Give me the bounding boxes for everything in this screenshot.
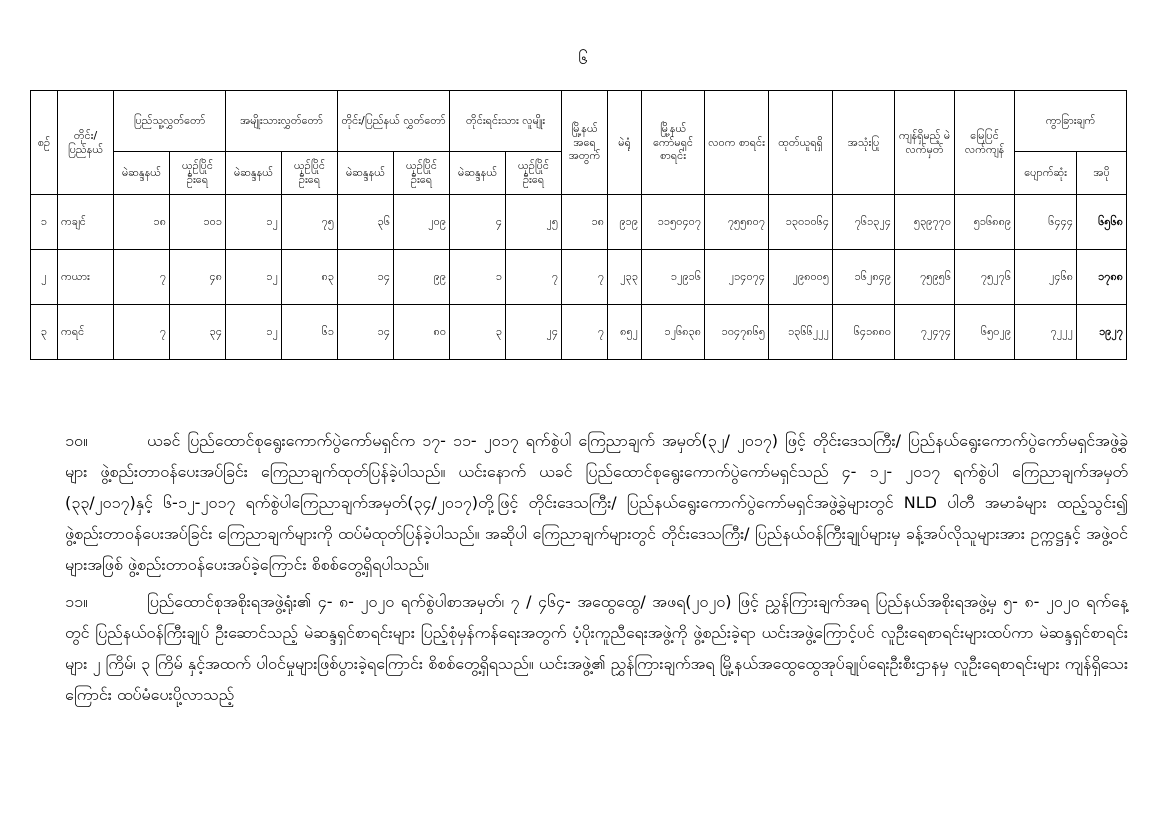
table-row — [31, 305, 1127, 360]
paragraph-text: ယခင် ပြည်ထောင်စုရွေးကောက်ပွဲကော်မရှင်က ၁၇- ၁၁- ၂၀၁၇ ရက်စွဲပါ ကြေညာချက် အမှတ်(၃၂/ ၂၀၁၇) ဖြင့် တိုင်းဒေသကြီး/ ပြည်နယ်ရွေးကောက်ပွဲကော်မရှင်အဖွဲ့ခွဲများ ဖွဲ့စည်းတာဝန်ပေးအပ်ခြင်း ကြေညာချက်ထုတ်ပြန်ခဲ့ပါသည်။ ယင်းနောက် ယခင် ပြည်ထောင်စုရွေးကောက်ပွဲကော်မရှင်သည် ၄- ၁၂- ၂၀၁၇ ရက်စွဲပါ ကြေညာချက်အမှတ် (၃၃/၂၀၁၇)နှင့် ၆-၁၂-၂၀၁၇ ရက်စွဲပါကြေညာချက်အမှတ်(၃၄/၂၀၁၇)တို့ဖြင့် တိုင်းဒေသကြီး/ ပြည်နယ်ရွေးကောက်ပွဲကော်မရှင်အဖွဲ့ခွဲများတွင် NLD ပါတီ အမာခံများ ထည့်သွင်း၍ ဖွဲ့စည်းတာဝန်ပေးအပ်ခြင်း ကြေညာချက်များကို ထပ်မံထုတ်ပြန်ခဲ့ပါသည်။ အဆိုပါ ကြေညာချက်များတွင် တိုင်းဒေသကြီး/ ပြည်နယ်ဝန်ကြီးချုပ်များမှ ခန့်အပ်လိုသူများအား ဥက္ကဋ္ဌနှင့် အဖွဲ့ဝင်များအဖြစ် ဖွဲ့စည်းတာဝန်ပေးအပ်ခဲ့ကြောင်း စိစစ်တွေ့ရှိရပါသည်။ — [65, 431, 1128, 574]
table-row — [31, 250, 1127, 305]
table-cell: ၁၉၂၇ — [1077, 305, 1127, 360]
header-diff: ကွာခြားချက် — [1015, 91, 1127, 152]
table-cell: ၇၆၁၃၂၄ — [833, 195, 895, 250]
header-no: စဉ် — [31, 91, 58, 195]
header-extra: ထုတ်ယူရရှိ — [769, 91, 833, 195]
table-cell: ၁၈ — [114, 195, 170, 250]
table-cell: ၁၂ — [226, 250, 282, 305]
election-statistics-table — [30, 90, 1127, 360]
table-cell: ၆၅၀၂၉ — [955, 305, 1015, 360]
table-cell: ၇၅၂၇၆ — [955, 250, 1015, 305]
subheader-candidates: မဲဆန္ဒနယ် — [114, 152, 170, 195]
subheader-seats: ယှဉ်ပြိုင် ဦးရေ — [506, 152, 562, 195]
table-cell: ၅၃၉၇၇၀ — [895, 195, 955, 250]
table-cell: ၁၂၉၁၆ — [642, 250, 705, 305]
subheader-seats: ယှဉ်ပြိုင် ဦးရေ — [282, 152, 338, 195]
subheader-missing: ပျောက်ဆုံး — [1015, 152, 1077, 195]
header-township: မြို့နယ် အရေ အတွက် — [562, 91, 608, 195]
subheader-candidates: မဲဆန္ဒနယ် — [338, 152, 394, 195]
cell-region-name: ကချင် — [58, 195, 114, 250]
header-remain: ကျန်ရှိမည့် မဲလက်မှတ် — [895, 91, 955, 195]
table-cell: ၁၄ — [338, 250, 394, 305]
header-amyotha: အမျိုးသားလွှတ်တော် — [226, 91, 338, 152]
table-cell: ၇ — [506, 250, 562, 305]
table-cell: ၉၉ — [394, 250, 450, 305]
table-row — [31, 195, 1127, 250]
header-state-hluttaw: တိုင်း/ပြည်နယ် လွှတ်တော် — [338, 91, 450, 152]
table-cell: ၁၃၀၁၀၆၄ — [769, 195, 833, 250]
table-cell: ၁၃၆၆၂၂၂ — [769, 305, 833, 360]
table-cell: ၆၄၄၄ — [1015, 195, 1077, 250]
paragraph — [65, 586, 1128, 710]
table-cell: ၂၄ — [506, 305, 562, 360]
cell-region-name: ကယား — [58, 250, 114, 305]
table-cell: ၁၂ — [226, 195, 282, 250]
table-cell: ၆၁ — [282, 305, 338, 360]
table-cell: ၈၃ — [282, 250, 338, 305]
header-township-voters: မြို့နယ် ကော်မရှင် စာရင်း — [642, 91, 705, 195]
header-used: အသုံးပြု — [833, 91, 895, 195]
paragraph — [65, 425, 1128, 580]
table-cell: ၇၅ — [282, 195, 338, 250]
subheader-excess: အပို — [1077, 152, 1127, 195]
table-cell: ၇ — [114, 250, 170, 305]
table-cell: ၅၁၆၈၈၉ — [955, 195, 1015, 250]
table-cell: ၃ — [450, 305, 506, 360]
header-ward: မဲရုံ — [608, 91, 642, 195]
subheader-candidates: မဲဆန္ဒနယ် — [450, 152, 506, 195]
body-text — [65, 425, 1128, 716]
table-cell: ၁၇၈၈ — [1077, 250, 1127, 305]
table-cell: ၃၄ — [170, 305, 226, 360]
table-cell: ၁၆၂၈၄၉ — [833, 250, 895, 305]
page-number: ၆ — [578, 49, 588, 69]
cell-row-number: ၂ — [31, 250, 58, 305]
table-cell: ၇၂၂၂ — [1015, 305, 1077, 360]
table-cell: ၁၁၅၀၄၀၇ — [642, 195, 705, 250]
table-cell: ၇ — [114, 305, 170, 360]
table-cell: ၇၅၅၈၀၇ — [705, 195, 769, 250]
table-cell: ၁ — [450, 250, 506, 305]
table-cell: ၇၂၄၇၄ — [895, 305, 955, 360]
header-mic: လဝက စာရင်း — [705, 91, 769, 195]
subheader-seats: ယှဉ်ပြိုင် ဦးရေ — [394, 152, 450, 195]
paragraph-number: ၁၀။ — [65, 431, 88, 450]
paragraph-number: ၁၁။ — [65, 592, 88, 611]
table-cell: ၁၀၁ — [170, 195, 226, 250]
table-cell: ၉၁၉ — [608, 195, 642, 250]
paragraph-text: ပြည်ထောင်စုအစိုးရအဖွဲ့ရုံး၏ ၄- ၈- ၂၀၂၀ ရက်စွဲပါစာအမှတ်၊ ၇ / ၄၆၄- အထွေထွေ/ အဖရ(၂၀၂၀) ဖြင့် ညွှန်ကြားချက်အရ ပြည်နယ်အစိုးရအဖွဲ့မှ ၅- ၈- ၂၀၂၀ ရက်နေ့တွင် ပြည်နယ်ဝန်ကြီးချုပ် ဦးဆောင်သည့် မဲဆန္ဒရှင်စာရင်းများ ပြည့်စုံမှန်ကန်ရေးအတွက် ပံ့ပိုးကူညီရေးအဖွဲ့ကို ဖွဲ့စည်းခဲ့ရာ ယင်းအဖွဲ့ကြောင့်ပင် လူဦးရေစာရင်းများထပ်ကာ မဲဆန္ဒရှင်စာရင်းများ ၂ ကြိမ်၊ ၃ ကြိမ် နှင့်အထက် ပါဝင်မှုများဖြစ်ပွားခဲ့ရကြောင်း စိစစ်တွေ့ရှိရသည်။ ယင်းအဖွဲ့၏ ညွှန်ကြားချက်အရ မြို့နယ်အထွေထွေအုပ်ချုပ်ရေးဦးစီးဌာနမှ လူဦးရေစာရင်းများ ကျန်ရှိသေးကြောင်း ထပ်မံပေးပို့လာသည့် — [65, 592, 1128, 704]
table-cell: ၇၅၉၅၆ — [895, 250, 955, 305]
table-cell: ၄ — [450, 195, 506, 250]
header-pyithu: ပြည်သူ့လွှတ်တော် — [114, 91, 226, 152]
header-region: တိုင်း/ ပြည်နယ် — [58, 91, 114, 195]
cell-row-number: ၃ — [31, 305, 58, 360]
header-ethnic: တိုင်းရင်းသား လူမျိုး — [450, 91, 562, 152]
table-cell: ၂၀၉ — [394, 195, 450, 250]
subheader-candidates: မဲဆန္ဒနယ် — [226, 152, 282, 195]
table-cell: ၈၅၂ — [608, 305, 642, 360]
table-cell: ၂၄၆၈ — [1015, 250, 1077, 305]
table-cell: ၈၀ — [394, 305, 450, 360]
table-cell: ၃၆ — [338, 195, 394, 250]
table-cell: ၂၁၄၀၇၄ — [705, 250, 769, 305]
subheader-seats: ယှဉ်ပြိုင် ဦးရေ — [170, 152, 226, 195]
table-cell: ၁၀၄၇၈၆၅ — [705, 305, 769, 360]
table-cell: ၁၄ — [338, 305, 394, 360]
table-cell: ၂၅ — [506, 195, 562, 250]
table-cell: ၂၉၈၀၀၅ — [769, 250, 833, 305]
table-cell: ၇ — [562, 250, 608, 305]
table-cell: ၁၂၆၈၃၈ — [642, 305, 705, 360]
cell-row-number: ၁ — [31, 195, 58, 250]
header-balance: မြေပြင် လက်ကျန် — [955, 91, 1015, 195]
table-cell: ၁၂ — [226, 305, 282, 360]
table-cell: ၁၈ — [562, 195, 608, 250]
cell-region-name: ကရင် — [58, 305, 114, 360]
table-cell: ၆၄၁၈၈၀ — [833, 305, 895, 360]
table-cell: ၂၃၃ — [608, 250, 642, 305]
table-cell: ၆၅၆၈ — [1077, 195, 1127, 250]
table-cell: ၄၈ — [170, 250, 226, 305]
table-cell: ၇ — [562, 305, 608, 360]
